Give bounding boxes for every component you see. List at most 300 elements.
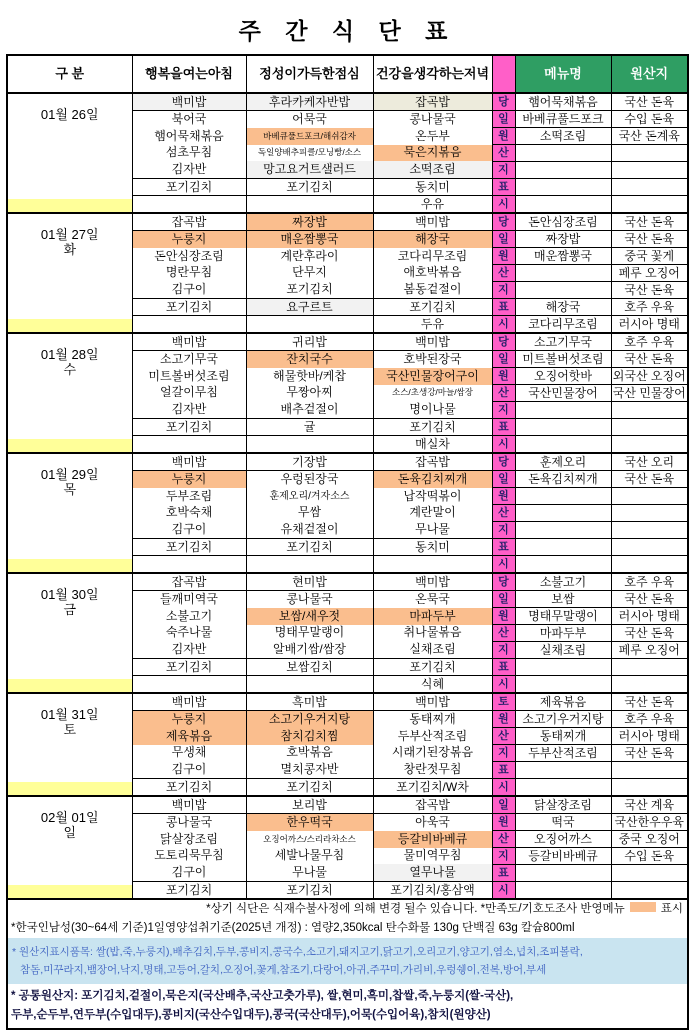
breakfast-item: 포기김치	[132, 179, 246, 196]
dinner-item: 묵은지볶음	[374, 145, 492, 162]
dinner-item: 두유	[373, 316, 492, 334]
menu-name-cell	[515, 779, 611, 797]
origin-cell: 국산 돈육	[611, 693, 688, 711]
lunch-item: 포기김치	[246, 882, 373, 900]
lunch-item: 현미밥	[246, 573, 373, 591]
lunch-item: 귀리밥	[246, 333, 373, 351]
origin-strip-letter: 지	[492, 522, 515, 539]
menu-name-cell	[515, 196, 611, 214]
lunch-item: 세발나물무침	[274, 848, 345, 863]
origin-strip-letter: 지	[492, 282, 515, 299]
menu-name-cell: 해장국	[515, 299, 611, 316]
lunch-item: 요구르트	[246, 299, 373, 316]
menu-name-cell	[515, 282, 611, 299]
menu-name-cell	[515, 145, 611, 162]
origin-cell: 국산 돈육	[611, 471, 688, 488]
dinner-item-group	[373, 814, 492, 882]
dinner-item: 온두부	[415, 128, 450, 143]
origin-strip-letter: 원	[492, 128, 515, 145]
dinner-item: 명이나물	[409, 402, 456, 417]
yellow-band	[8, 679, 132, 692]
dinner-item-group	[373, 471, 492, 539]
lunch-item: 오징어까스/스리라차소스	[263, 833, 356, 844]
header-dinner: 건강을생각하는저녁	[373, 55, 492, 93]
weekday-label: 목	[63, 482, 77, 497]
menu-table	[6, 54, 689, 1030]
dinner-item: 창란젓무침	[403, 762, 462, 777]
dinner-item: 소떡조림	[374, 161, 492, 178]
lunch-item: 알배기쌈/쌈장	[273, 642, 346, 657]
origin-strip-letter: 지	[492, 745, 515, 762]
breakfast-item: 포기김치	[132, 882, 246, 900]
origin-cell: 러시아 명태	[611, 728, 688, 745]
menu-name-cell	[515, 659, 611, 676]
yellow-band	[8, 439, 132, 452]
note-legend-label: 표시	[660, 902, 683, 915]
origin-cell	[611, 436, 688, 454]
breakfast-item-group	[132, 591, 246, 659]
lunch-item: 보쌈김치	[246, 659, 373, 676]
origin-strip-letter: 시	[492, 556, 515, 574]
menu-name-cell	[515, 556, 611, 574]
origin-strip-letter: 일	[492, 591, 515, 608]
dinner-item: 동치미	[373, 179, 492, 196]
menu-name-cell: 코다리무조림	[515, 316, 611, 334]
lunch-item: 한우떡국	[247, 814, 373, 831]
breakfast-item: 얼갈이무침	[160, 385, 218, 400]
lunch-item: 포기김치	[246, 539, 373, 556]
lunch-item: 유채겉절이	[280, 522, 339, 537]
origin-cell	[611, 145, 688, 162]
menu-name-cell	[515, 762, 611, 779]
dinner-item: 동태찌개	[409, 711, 456, 726]
origin-cell	[611, 865, 688, 882]
breakfast-item-group	[132, 814, 246, 882]
dinner-item: 포기김치/W차	[373, 779, 492, 797]
dinner-item: 국산민물장어구이	[374, 368, 492, 385]
header-origin: 원산지	[611, 55, 688, 93]
origin-strip-letter: 시	[492, 196, 515, 214]
dinner-item: 봄동겉절이	[403, 282, 462, 297]
origin-cell: 호주 우육	[611, 333, 688, 351]
menu-name-cell: 두부산적조림	[515, 745, 611, 762]
origin-strip-letter: 표	[492, 539, 515, 556]
origin-strip-letter: 표	[492, 179, 515, 196]
breakfast-item: 누룽지	[133, 471, 246, 488]
date-cell	[7, 573, 132, 693]
lunch-item: 배추겉절이	[280, 402, 339, 417]
origin-cell: 국산 민물장어	[611, 385, 688, 402]
date-label: 02월 01일	[40, 810, 99, 825]
note-common-origin-line2: 두부,순두부,연두부(수입대두),콩비지(국산수입대두),콩국(국산대두),어묵(수입어육),참치(원양산)	[11, 1009, 491, 1021]
breakfast-item: 김구이	[171, 522, 207, 537]
lunch-item: 호박볶음	[286, 745, 333, 760]
breakfast-item: 포기김치	[132, 299, 246, 316]
origin-cell: 국산 계육	[611, 796, 688, 814]
origin-cell	[611, 882, 688, 900]
menu-name-cell: 오징어까스	[515, 831, 611, 848]
menu-name-cell	[515, 539, 611, 556]
dinner-item: 동치미	[373, 539, 492, 556]
origin-cell: 수입 돈육	[611, 848, 688, 865]
origin-strip-letter: 원	[492, 608, 515, 625]
origin-cell: 국산 돈육	[611, 93, 688, 111]
breakfast-item	[132, 676, 246, 694]
breakfast-item: 돈안심장조림	[154, 248, 224, 263]
menu-name-cell: 돈안심장조림	[515, 213, 611, 231]
dinner-item: 소스/초생강/마늘/쌈장	[392, 387, 473, 398]
date-cell	[7, 333, 132, 453]
menu-name-cell: 오징어핫바	[515, 368, 611, 385]
dinner-item: 백미밥	[373, 573, 492, 591]
breakfast-item: 제육볶음	[133, 728, 246, 745]
menu-name-cell: 명태무말랭이	[515, 608, 611, 625]
menu-name-cell: 바베큐풀드포크	[515, 111, 611, 128]
dinner-item: 돈육김치찌개	[374, 471, 492, 488]
origin-strip-letter: 당	[492, 573, 515, 591]
menu-name-cell: 보쌈	[515, 591, 611, 608]
breakfast-item: 들깨미역국	[160, 591, 218, 606]
note-origin-items	[7, 938, 688, 984]
note-common-origin	[7, 984, 688, 1029]
breakfast-item: 김자반	[171, 402, 207, 417]
lunch-item: 매운짬뽕국	[247, 231, 373, 248]
menu-name-cell	[515, 488, 611, 505]
origin-strip-letter: 지	[492, 162, 515, 179]
menu-name-cell	[515, 265, 611, 282]
origin-strip-letter: 시	[492, 676, 515, 694]
lunch-item: 훈제오리/겨자소스	[269, 490, 350, 502]
origin-cell: 국산 돈육	[611, 213, 688, 231]
dinner-item: 우유	[373, 196, 492, 214]
dinner-item: 잡곡밥	[373, 796, 492, 814]
breakfast-item-group	[132, 111, 246, 179]
breakfast-item: 김구이	[171, 865, 207, 880]
lunch-item: 무쌈	[297, 505, 322, 520]
origin-strip-letter: 당	[492, 333, 515, 351]
header-row	[7, 55, 688, 93]
dinner-item-group	[373, 351, 492, 419]
dinner-item: 잡곡밥	[373, 453, 492, 471]
menu-name-cell: 제육볶음	[515, 693, 611, 711]
origin-strip-letter: 표	[492, 865, 515, 882]
breakfast-item: 누룽지	[133, 231, 246, 248]
lunch-item: 기장밥	[246, 453, 373, 471]
dinner-item-group	[373, 231, 492, 299]
breakfast-item: 섬초무침	[165, 145, 213, 160]
date-label: 01월 28일	[40, 347, 99, 362]
header-menu-name: 메뉴명	[515, 55, 611, 93]
breakfast-item: 명란무침	[165, 265, 213, 280]
dinner-item: 포기김치	[373, 419, 492, 436]
breakfast-item: 김구이	[171, 282, 207, 297]
lunch-item: 멸치콩자반	[280, 762, 339, 777]
breakfast-item: 소고기무국	[160, 351, 218, 366]
breakfast-item-group	[132, 471, 246, 539]
breakfast-item: 백미밥	[132, 693, 246, 711]
lunch-item: 포기김치	[246, 179, 373, 196]
menu-name-cell	[515, 179, 611, 196]
lunch-item: 보리밥	[246, 796, 373, 814]
lunch-item: 잔치국수	[247, 351, 373, 368]
breakfast-item: 백미밥	[132, 796, 246, 814]
origin-strip-letter: 당	[492, 453, 515, 471]
dinner-item: 잡곡밥	[373, 93, 492, 111]
lunch-item	[246, 436, 373, 454]
breakfast-item: 호박숙채	[165, 505, 213, 520]
date-cell	[7, 93, 132, 213]
dinner-item: 마파두부	[374, 608, 492, 625]
breakfast-item: 소불고기	[165, 608, 213, 623]
origin-cell: 국산 돈육	[611, 625, 688, 642]
breakfast-item: 무생채	[171, 745, 207, 760]
weekday-label: 토	[63, 722, 77, 737]
origin-strip-letter: 원	[492, 488, 515, 505]
lunch-item	[246, 556, 373, 574]
dinner-item: 백미밥	[373, 333, 492, 351]
breakfast-item: 햄어묵채볶음	[154, 128, 224, 143]
origin-cell	[611, 196, 688, 214]
breakfast-item-group	[132, 231, 246, 299]
menu-name-cell: 동태찌개	[515, 728, 611, 745]
menu-row	[7, 93, 688, 111]
origin-cell: 호주 우육	[611, 299, 688, 316]
origin-strip-letter: 시	[492, 882, 515, 900]
lunch-item: 후라카케자반밥	[246, 93, 373, 111]
date-cell	[7, 453, 132, 573]
menu-row	[7, 333, 688, 351]
date-label: 01월 27일	[40, 227, 99, 242]
menu-name-cell: 매운짬뽕국	[515, 248, 611, 265]
origin-strip-letter: 원	[492, 248, 515, 265]
breakfast-item: 김자반	[171, 162, 207, 177]
lunch-item: 참치김치찜	[247, 728, 373, 745]
origin-strip-letter: 토	[492, 693, 515, 711]
origin-strip-letter: 일	[492, 111, 515, 128]
origin-strip-letter: 일	[492, 471, 515, 488]
menu-name-cell: 떡국	[515, 814, 611, 831]
origin-cell	[611, 522, 688, 539]
weekday-label: 화	[63, 242, 77, 257]
origin-cell: 국산 돈계육	[611, 128, 688, 145]
breakfast-item: 누룽지	[133, 711, 246, 728]
lunch-item: 콩나물국	[286, 591, 333, 606]
menu-name-cell: 마파두부	[515, 625, 611, 642]
breakfast-item: 닭살장조림	[160, 831, 218, 846]
origin-cell: 국산 돈육	[611, 231, 688, 248]
lunch-item	[246, 676, 373, 694]
dinner-item: 호박된장국	[403, 351, 462, 366]
origin-strip-letter: 시	[492, 436, 515, 454]
menu-row	[7, 453, 688, 471]
header-lunch: 정성이가득한점심	[246, 55, 373, 93]
dinner-item: 무나물	[415, 522, 450, 537]
menu-name-cell	[515, 505, 611, 522]
lunch-item	[246, 196, 373, 214]
origin-cell	[611, 676, 688, 694]
origin-cell	[611, 762, 688, 779]
header-origin-strip	[492, 55, 515, 93]
breakfast-item: 두부조림	[165, 488, 213, 503]
breakfast-item: 도토리묵무침	[154, 848, 224, 863]
origin-cell: 국산 돈육	[611, 745, 688, 762]
menu-name-cell: 국산민물장어	[515, 385, 611, 402]
note-change-disclaimer	[7, 899, 688, 918]
origin-cell: 외국산 오징어	[611, 368, 688, 385]
note-origin-items-line1: * 원산지표시품목: 쌀(밥,죽,누룽지),배추김치,두부,콩비지,콩국수,소고기,돼지고기,닭고기,오리고기,양고기,염소,넙치,조피볼락,	[12, 946, 583, 958]
origin-cell: 수입 돈육	[611, 111, 688, 128]
lunch-item: 보쌈/새우젓	[247, 608, 373, 625]
dinner-item: 실채조림	[409, 642, 456, 657]
weekday-label: 일	[63, 825, 77, 840]
breakfast-item: 포기김치	[132, 659, 246, 676]
menu-name-cell: 짜장밥	[515, 231, 611, 248]
origin-strip-letter: 지	[492, 402, 515, 419]
origin-cell	[611, 402, 688, 419]
date-cell	[7, 693, 132, 796]
date-cell	[7, 796, 132, 899]
lunch-item: 귤	[246, 419, 373, 436]
menu-name-cell: 닭살장조림	[515, 796, 611, 814]
date-label: 01월 30일	[40, 587, 99, 602]
origin-cell: 국산 돈육	[611, 591, 688, 608]
menu-name-cell: 돈육김치찌개	[515, 471, 611, 488]
day-blocks	[7, 93, 688, 899]
dinner-item: 포기김치	[373, 299, 492, 316]
origin-cell: 국산한우우육	[611, 814, 688, 831]
origin-strip-letter: 산	[492, 385, 515, 402]
menu-name-cell	[515, 402, 611, 419]
dinner-item: 물미역무침	[403, 848, 462, 863]
date-label: 01월 31일	[40, 707, 99, 722]
lunch-item: 망고요거트샐러드	[247, 161, 373, 178]
origin-cell	[611, 488, 688, 505]
lunch-item-group	[246, 231, 373, 299]
dinner-item: 시래기된장볶음	[391, 745, 474, 760]
lunch-item-group	[246, 591, 373, 659]
origin-strip-letter: 산	[492, 728, 515, 745]
breakfast-item: 잡곡밥	[132, 573, 246, 591]
note-origin-items-line2: 참돔,미꾸라지,뱀장어,낙지,명태,고등어,갈치,오징어,꽃게,참조기,다랑어,아귀,주꾸미,가리비,우렁쉥이,전복,방어,부세	[20, 964, 547, 976]
date-label: 01월 29일	[40, 467, 99, 482]
origin-strip-letter: 일	[492, 231, 515, 248]
lunch-item: 포기김치	[286, 282, 333, 297]
dinner-item: 포기김치/홍삼액	[373, 882, 492, 900]
breakfast-item: 포기김치	[132, 539, 246, 556]
breakfast-item: 백미밥	[132, 333, 246, 351]
origin-strip-letter: 산	[492, 505, 515, 522]
lunch-item-group	[246, 471, 373, 539]
menu-name-cell: 소고기무국	[515, 333, 611, 351]
origin-cell	[611, 179, 688, 196]
origin-cell	[611, 556, 688, 574]
lunch-item: 명태무말랭이	[274, 625, 345, 640]
origin-strip-letter: 당	[492, 93, 515, 111]
menu-name-cell	[515, 882, 611, 900]
breakfast-item	[132, 436, 246, 454]
origin-strip-letter: 산	[492, 145, 515, 162]
dinner-item: 취나물볶음	[403, 625, 462, 640]
dinner-item-group	[373, 591, 492, 659]
origin-strip-letter: 일	[492, 351, 515, 368]
origin-cell	[611, 419, 688, 436]
origin-cell: 호주 우육	[611, 573, 688, 591]
dinner-item: 해장국	[374, 231, 492, 248]
menu-name-cell: 훈제오리	[515, 453, 611, 471]
lunch-item-group	[246, 814, 373, 882]
lunch-item: 무짱아찌	[286, 385, 333, 400]
menu-name-cell: 등갈비바베큐	[515, 848, 611, 865]
note-nutrition-standard: *한국인남성(30~64세 기준)1일영양섭취기준(2025년 개정) : 열량2,350kcal 탄수화물 130g 단백질 63g 칼슘800ml	[11, 921, 575, 934]
dinner-item	[373, 556, 492, 574]
origin-cell: 국산 오리	[611, 453, 688, 471]
origin-cell: 러시아 명태	[611, 316, 688, 334]
lunch-item: 소고기우거지탕	[247, 711, 373, 728]
dinner-item: 애호박볶음	[403, 265, 462, 280]
lunch-item: 해물핫바/케찹	[273, 368, 346, 383]
yellow-band	[8, 885, 132, 898]
dinner-item: 등갈비바베큐	[374, 831, 492, 848]
dinner-item: 아욱국	[415, 814, 450, 829]
origin-cell: 호주 우육	[611, 711, 688, 728]
origin-strip-letter: 지	[492, 848, 515, 865]
origin-strip-letter: 원	[492, 711, 515, 728]
lunch-item-group	[246, 111, 373, 179]
lunch-item: 짜장밥	[246, 213, 373, 231]
origin-strip-letter: 표	[492, 419, 515, 436]
origin-strip-letter: 산	[492, 265, 515, 282]
yellow-band	[8, 559, 132, 572]
lunch-item: 흑미밥	[246, 693, 373, 711]
dinner-item: 식혜	[373, 676, 492, 694]
origin-strip-letter: 시	[492, 316, 515, 334]
breakfast-item: 백미밥	[132, 93, 246, 111]
origin-cell	[611, 162, 688, 179]
origin-cell	[611, 779, 688, 797]
menu-name-cell	[515, 419, 611, 436]
breakfast-item: 북어국	[171, 111, 207, 126]
highlight-legend-swatch	[630, 902, 656, 912]
menu-name-cell	[515, 162, 611, 179]
lunch-item: 어묵국	[292, 111, 327, 126]
breakfast-item: 잡곡밥	[132, 213, 246, 231]
breakfast-item: 포기김치	[132, 779, 246, 797]
lunch-item-group	[246, 711, 373, 779]
origin-cell	[611, 505, 688, 522]
lunch-item-group	[246, 351, 373, 419]
header-breakfast: 행복을여는아침	[132, 55, 246, 93]
breakfast-item: 콩나물국	[165, 814, 213, 829]
origin-strip-letter: 원	[492, 368, 515, 385]
menu-name-cell: 소고기우거지탕	[515, 711, 611, 728]
dinner-item: 매실차	[373, 436, 492, 454]
origin-strip-letter: 원	[492, 814, 515, 831]
origin-strip-letter: 당	[492, 213, 515, 231]
lunch-item	[246, 316, 373, 334]
dinner-item: 포기김치	[373, 659, 492, 676]
dinner-item-group	[373, 111, 492, 179]
origin-cell: 국산 돈육	[611, 282, 688, 299]
menu-name-cell: 실채조림	[515, 642, 611, 659]
origin-strip-letter: 표	[492, 659, 515, 676]
origin-cell: 페루 오징어	[611, 642, 688, 659]
yellow-band	[8, 319, 132, 332]
breakfast-item: 포기김치	[132, 419, 246, 436]
breakfast-item	[132, 196, 246, 214]
origin-cell	[611, 539, 688, 556]
origin-strip-letter: 지	[492, 642, 515, 659]
yellow-band	[8, 782, 132, 795]
